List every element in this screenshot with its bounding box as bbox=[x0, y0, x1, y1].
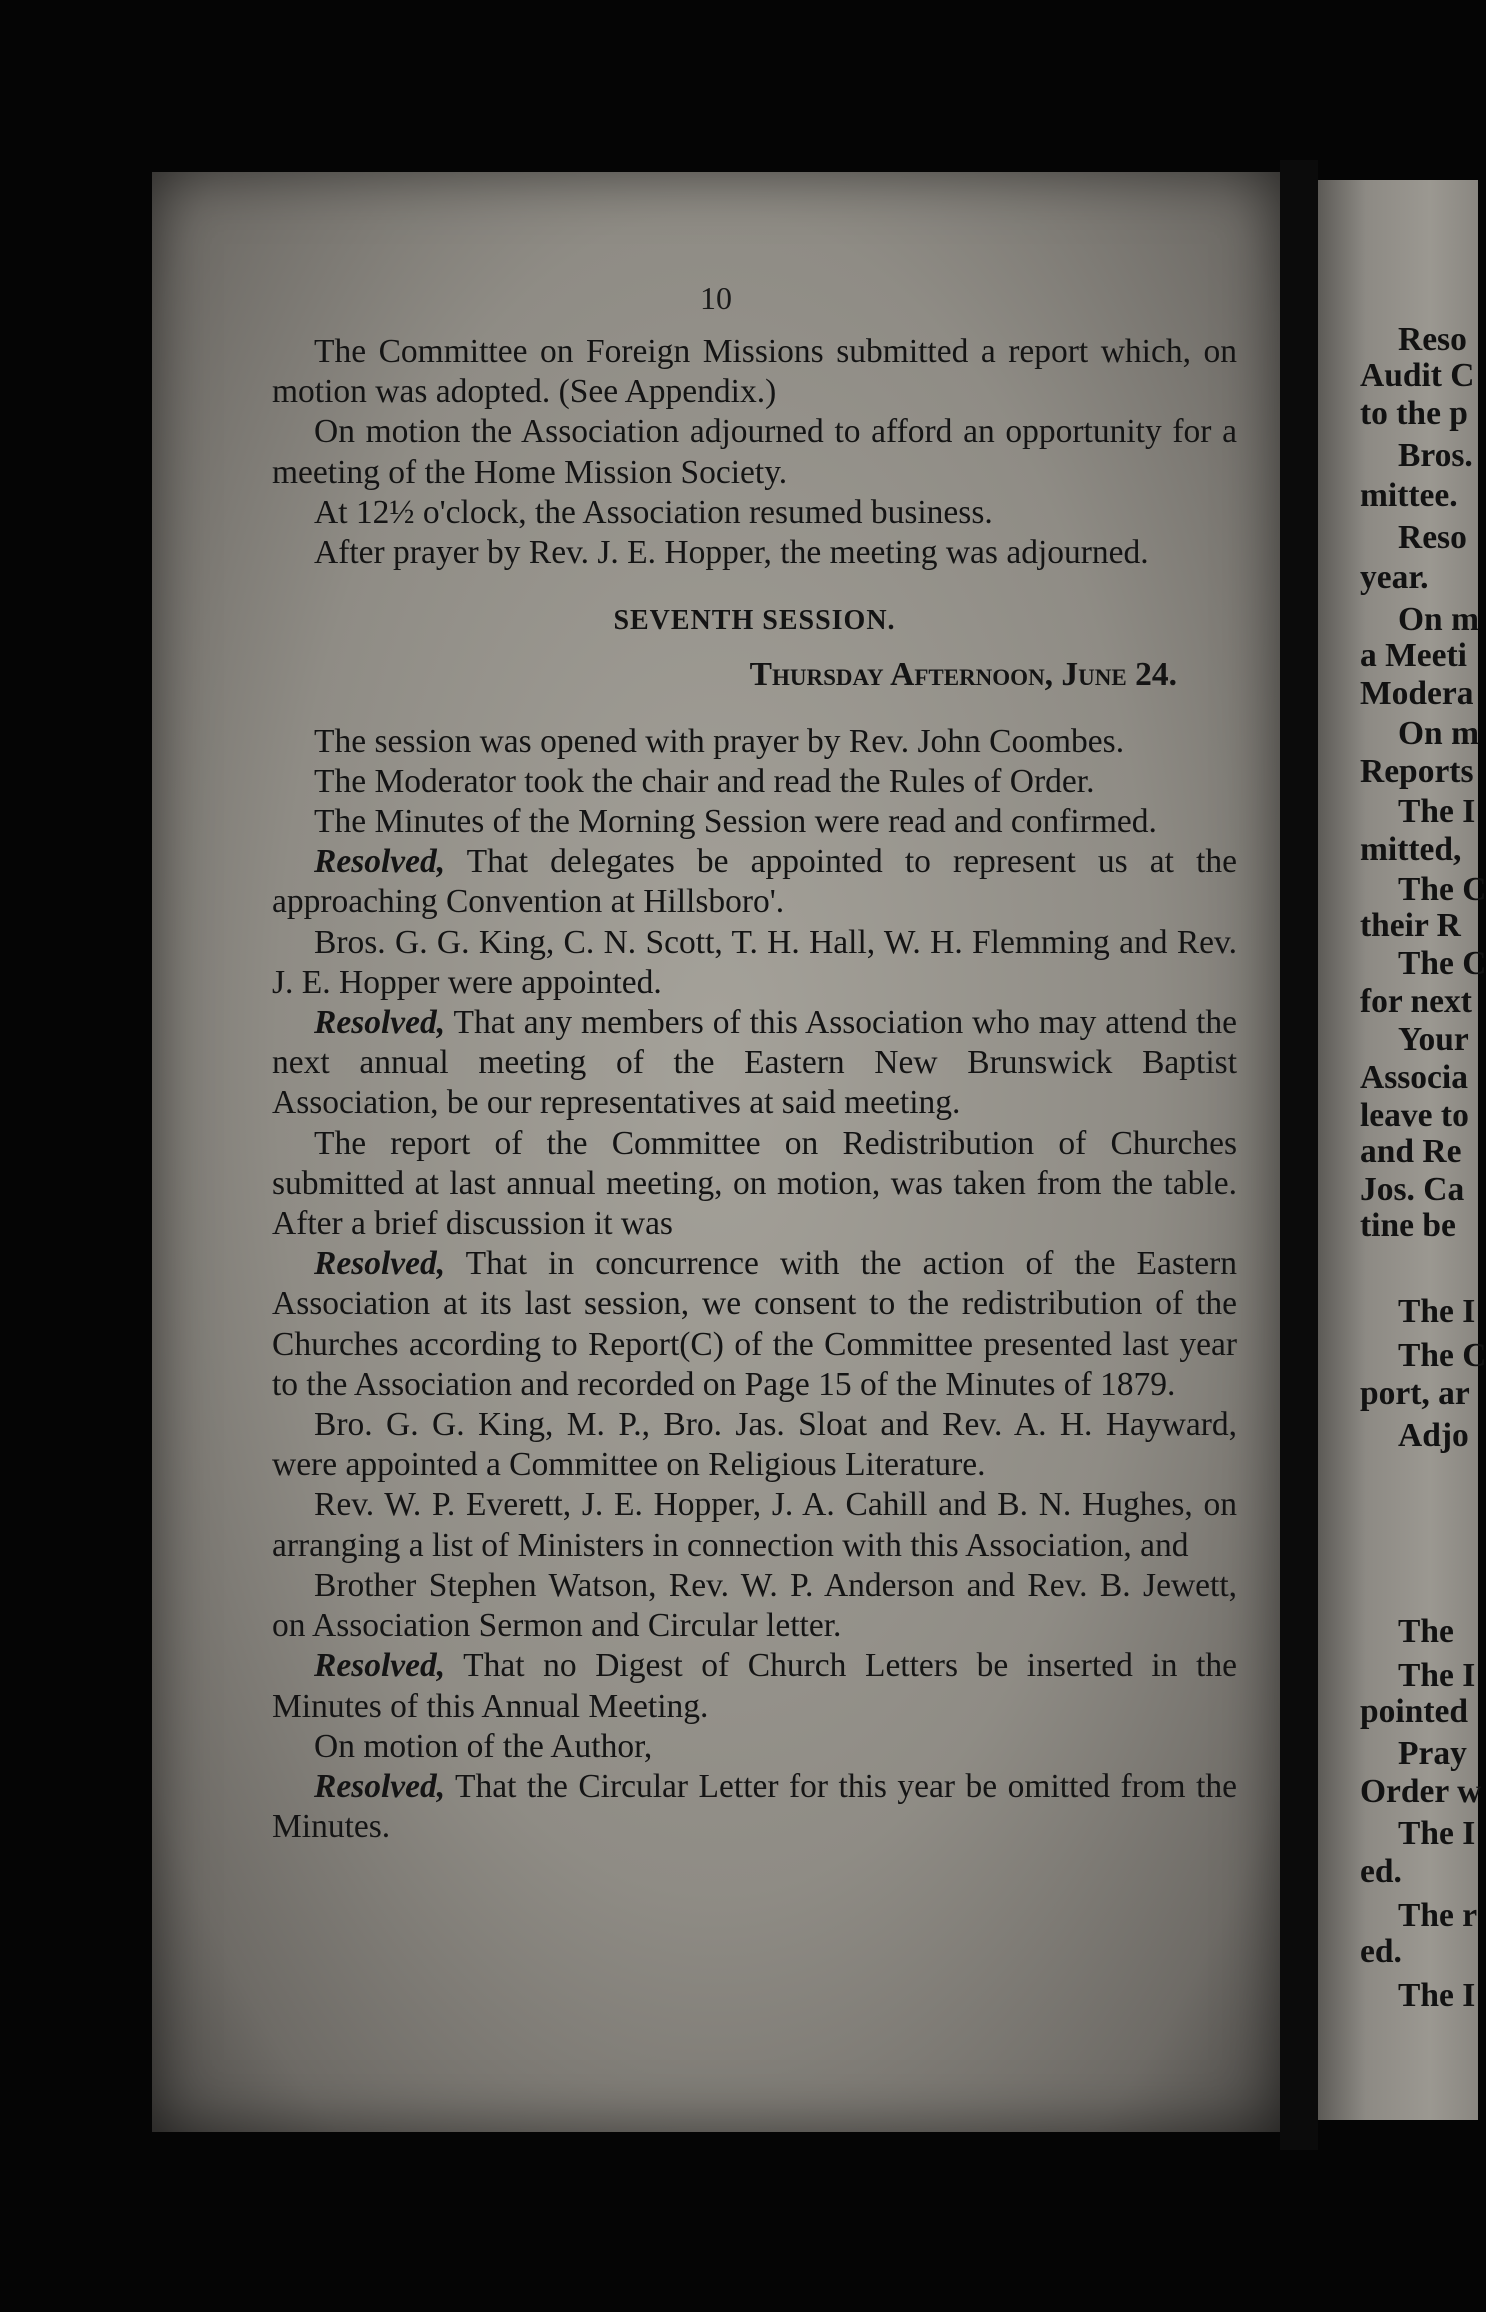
right-page-line: and Re bbox=[1360, 1133, 1462, 1170]
right-page-line: The I bbox=[1398, 1657, 1476, 1694]
right-page-line: Pray bbox=[1398, 1735, 1467, 1772]
right-page-line: Modera bbox=[1360, 675, 1474, 712]
right-page-line: The I bbox=[1398, 1815, 1476, 1852]
right-page-line: The I bbox=[1398, 1293, 1476, 1330]
resolution-text: That the Circular Letter for this year be omitted from the Minutes. bbox=[272, 1767, 1237, 1846]
right-page-line: pointed bbox=[1360, 1693, 1468, 1730]
right-page-line: mittee. bbox=[1360, 477, 1458, 514]
right-page-line: Bros. bbox=[1398, 437, 1473, 474]
paragraph: After prayer by Rev. J. E. Hopper, the meeting was adjourned. bbox=[314, 534, 1149, 572]
paragraph: The report of the Committee on Redistribution of Churches submitted at last annual meeting, on motion, was taken from the table. After a brief discussion it was bbox=[272, 1124, 1237, 1243]
right-page-line: ed. bbox=[1360, 1853, 1402, 1890]
resolution-paragraph bbox=[272, 1003, 1237, 1124]
right-page-line: The C bbox=[1398, 1337, 1486, 1374]
left-page bbox=[152, 172, 1280, 2132]
right-page-line: their R bbox=[1360, 907, 1461, 944]
right-page-line: The C bbox=[1398, 871, 1486, 908]
resolution-paragraph bbox=[272, 842, 1237, 922]
paragraph: Brother Stephen Watson, Rev. W. P. Anderson and Rev. B. Jewett, on Association Sermon and Circular letter. bbox=[272, 1566, 1237, 1645]
paragraph: On motion of the Author, bbox=[314, 1727, 653, 1765]
right-page-line: tine be bbox=[1360, 1207, 1456, 1244]
resolution-paragraph bbox=[272, 1646, 1237, 1726]
page-number: 10 bbox=[700, 280, 732, 316]
right-page-line: for next bbox=[1360, 983, 1472, 1020]
right-page-line: Reports bbox=[1360, 753, 1474, 790]
right-page-line: to the p bbox=[1360, 395, 1468, 432]
page-text bbox=[272, 332, 1237, 1847]
right-page-line: On m bbox=[1398, 715, 1479, 752]
paragraph: The Committee on Foreign Missions submitted a report which, on motion was adopted. (See Appendix.) bbox=[272, 333, 1237, 411]
right-page-line: On m bbox=[1398, 601, 1479, 638]
right-page-line: The C bbox=[1398, 945, 1486, 982]
paragraph: Rev. W. P. Everett, J. E. Hopper, J. A. Cahill and B. N. Hughes, on arranging a list of Ministers in connection with this Association, and bbox=[272, 1486, 1237, 1564]
right-page-line: Associa bbox=[1360, 1059, 1468, 1096]
resolved-lead: Resolved, bbox=[314, 1767, 446, 1805]
right-page-line: Reso bbox=[1398, 519, 1467, 556]
resolution-text: That delegates be appointed to represent us at the approaching Convention at Hillsboro'. bbox=[272, 843, 1237, 921]
resolved-lead: Resolved, bbox=[314, 1004, 446, 1042]
right-page-line: Your bbox=[1398, 1021, 1469, 1058]
right-page-line: leave to bbox=[1360, 1097, 1469, 1134]
right-page-line: Reso bbox=[1398, 321, 1467, 358]
right-page-line: The bbox=[1398, 1613, 1454, 1650]
resolution-text: That no Digest of Church Letters be inserted in the Minutes of this Annual Meeting. bbox=[272, 1647, 1237, 1725]
paragraph: The Minutes of the Morning Session were read and confirmed. bbox=[314, 803, 1157, 841]
resolution-text: That in concurrence with the action of the Eastern Association at its last session, we consent to the redistribution of the Churches according to Report(C) of the Committee presented last year to the Association and recorded on Page 15 of the Minutes of 1879. bbox=[272, 1245, 1237, 1403]
right-page-line: The r bbox=[1398, 1897, 1478, 1934]
resolved-lead: Resolved, bbox=[314, 843, 446, 881]
paragraph: The session was opened with prayer by Rev. John Coombes. bbox=[314, 722, 1125, 760]
paragraph: On motion the Association adjourned to afford an opportunity for a meeting of the Home Mission Society. bbox=[272, 413, 1237, 491]
right-page-line: mitted, bbox=[1360, 831, 1462, 868]
paragraph: Bro. G. G. King, M. P., Bro. Jas. Sloat and Rev. A. H. Hayward, were appointed a Committee on Religious Literature. bbox=[272, 1406, 1237, 1484]
resolved-lead: Resolved, bbox=[314, 1245, 446, 1283]
right-page-line: The I bbox=[1398, 1977, 1476, 2014]
paragraph: The Moderator took the chair and read the Rules of Order. bbox=[314, 762, 1095, 800]
right-page-line: The I bbox=[1398, 793, 1476, 830]
right-page-line: a Meeti bbox=[1360, 637, 1467, 674]
right-page-line: Order w bbox=[1360, 1773, 1482, 1810]
right-page-line: port, ar bbox=[1360, 1375, 1470, 1412]
right-page-line: year. bbox=[1360, 559, 1429, 596]
resolved-lead: Resolved, bbox=[314, 1647, 446, 1685]
paragraph: Bros. G. G. King, C. N. Scott, T. H. Hall, W. H. Flemming and Rev. J. E. Hopper were appointed. bbox=[272, 923, 1237, 1001]
right-page-line: Jos. Ca bbox=[1360, 1171, 1465, 1208]
right-page-line: Audit C bbox=[1360, 357, 1475, 394]
session-dateline: Thursday Afternoon, June 24. bbox=[749, 656, 1177, 694]
right-page-line: Adjo bbox=[1398, 1417, 1469, 1454]
paragraph: At 12½ o'clock, the Association resumed business. bbox=[314, 493, 993, 531]
session-heading: SEVENTH SESSION. bbox=[613, 605, 896, 637]
resolution-paragraph bbox=[272, 1767, 1237, 1847]
right-page-line: ed. bbox=[1360, 1933, 1402, 1970]
resolution-paragraph bbox=[272, 1244, 1237, 1405]
resolution-text: That any members of this Association who may attend the next annual meeting of the Eastern New Brunswick Baptist Association, be our representatives at said meeting. bbox=[272, 1004, 1237, 1122]
book-gutter bbox=[1280, 160, 1318, 2150]
right-page-edge bbox=[1318, 180, 1486, 2120]
